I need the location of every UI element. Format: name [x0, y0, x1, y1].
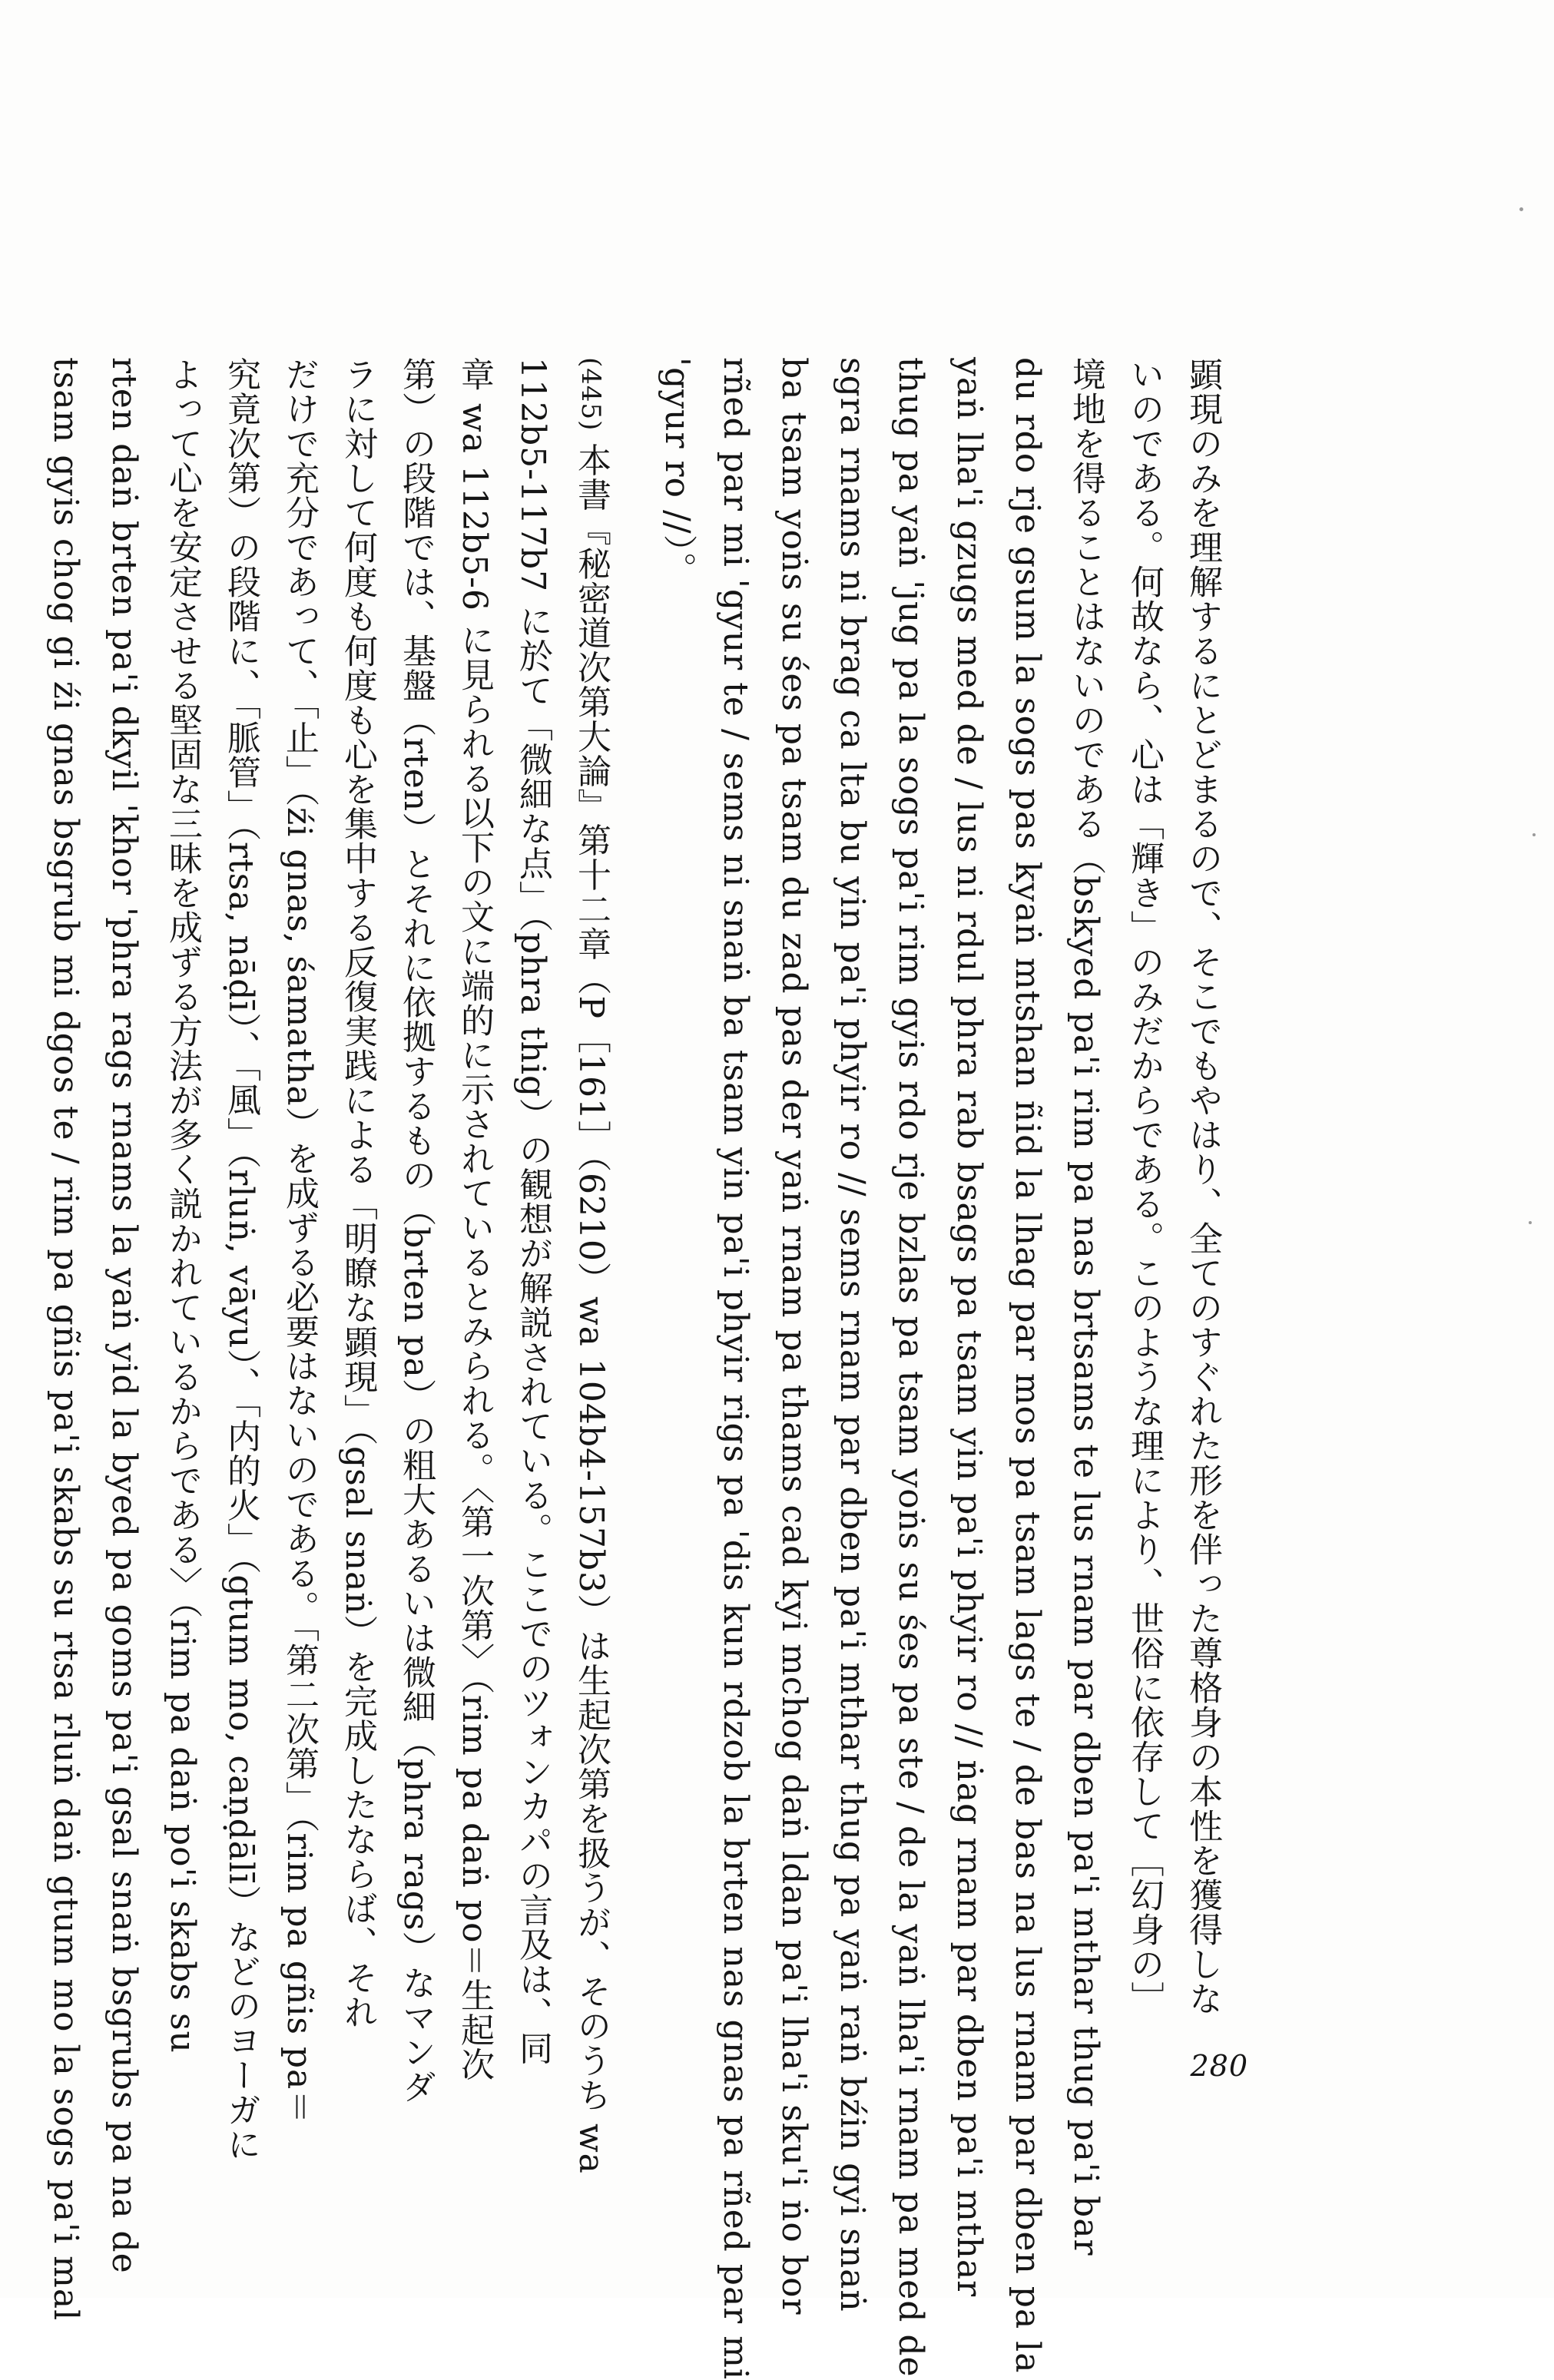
- scan-speck: [1519, 207, 1523, 211]
- note-line: 章 wa 112b5-6 に見られる以下の文に端的に示されているとみられる。〈第一次第〉（rim pa daṅ po＝生起次: [455, 357, 494, 2082]
- paragraph-line: ba tsam yoṅs su śes pa tsam du zad pas der yaṅ rnam pa thams cad kyi mchog daṅ ldan pa'i lha'i sku'i ṅo bor: [774, 357, 813, 2315]
- paragraph-line: 境地を得ることはないのである（bskyed pa'i rim pa nas brtsams te lus rnam par dben pa'i mthar thug pa'i bar: [1066, 357, 1105, 2256]
- paragraph-line: 顕現のみを理解するにとどまるので、そこでもやはり、全てのすぐれた形を伴った尊格身の本性を獲得しな: [1183, 357, 1222, 2016]
- scan-speck: [1532, 833, 1536, 836]
- note-line: ラに対して何度も何度も心を集中する反復実践による「明瞭な顕現」（gsal snaṅ）を完成したならば、それ: [338, 357, 377, 2030]
- paragraph-line: 'gyur ro //）。: [658, 357, 697, 587]
- note-number: (445): [575, 357, 606, 432]
- note-line: rten daṅ brten pa'i dkyil 'khor 'phra rags rnams la yaṅ yid la byed pa goms pa'i gsal snaṅ bsgrubs pa na de: [104, 357, 144, 2274]
- note-line: 究竟次第）の段階に、「脈管」（rtsa, nāḍī）、「風」（rluṅ, vāyu）、「内的火」（gtum mo, caṇḍālī）などのヨーガに: [221, 357, 260, 2162]
- paragraph-line: sgra rnams ni brag ca lta bu yin pa'i phyir ro // sems rnam par dben pa'i mthar thug pa yaṅ raṅ bźin gyi snaṅ: [833, 357, 872, 2312]
- note-separator: [620, 357, 648, 1962]
- page-number: 280: [1190, 2049, 1248, 2083]
- paragraph-line: thug pa yaṅ 'jug pa la sogs pa'i rim gyis rdo rje bzlas pa tsam yoṅs su śes pa ste / de la yaṅ lha'i rnam pa med de: [891, 357, 930, 2378]
- paragraph-line: yaṅ lha'i gzugs med de / lus ni rdul phra rab bsags pa tsam yin pa'i phyir ro // ṅag rnam par dben pa'i mthar: [949, 357, 989, 2298]
- paragraph-line: du rdo rje gsum la sogs pas kyaṅ mtshan ñid la lhag par mos pa tsam lags te / de bas na lus rnam par dben pa la: [1008, 357, 1047, 2374]
- scan-speck: [1529, 1221, 1532, 1224]
- note-line: よって心を安定させる堅固な三昧を成ずる方法が多く説かれているからである〉（rim pa daṅ po'i skabs su: [163, 357, 202, 2054]
- note-line: tsam gyis chog gi źi gnas bsgrub mi dgos te / rim pa gñis pa'i skabs su rtsa rluṅ daṅ gtum mo la sogs pa'i mal: [46, 357, 85, 2322]
- paragraph-line: rñed par mi 'gyur te / sems ni snaṅ ba tsam yin pa'i phyir rigs pa 'dis kun rdzob la brten nas gnas pa rñed par mi: [716, 357, 755, 2380]
- note-first-line-text: 本書『秘密道次第大論』第十二章（P［161］（6210）wa 104b4-157b3）は生起次第を扱うが、そのうち wa: [572, 442, 611, 2174]
- note-line: 112b5-117b7 に於て「微細な点」（phra thig）の観想が解説されている。ここでのツォンカパの言及は、同: [513, 357, 552, 2066]
- note-line: だけで充分であって、「止」（źi gnas, śamatha）を成ずる必要はないのである。「第二次第」（rim pa gñis pa＝: [280, 357, 319, 2125]
- note-first-line: [562, 357, 620, 2174]
- note-line: 第）の段階では、基盤（rten）とそれに依拠するもの（brten pa）の粗大あるいは微細（phra rags）なマンダ: [396, 357, 436, 2104]
- paragraph-line: いのである。何故なら、心は「輝き」のみだからである。このような理により、世俗に依存して［幻身の］: [1125, 357, 1164, 2016]
